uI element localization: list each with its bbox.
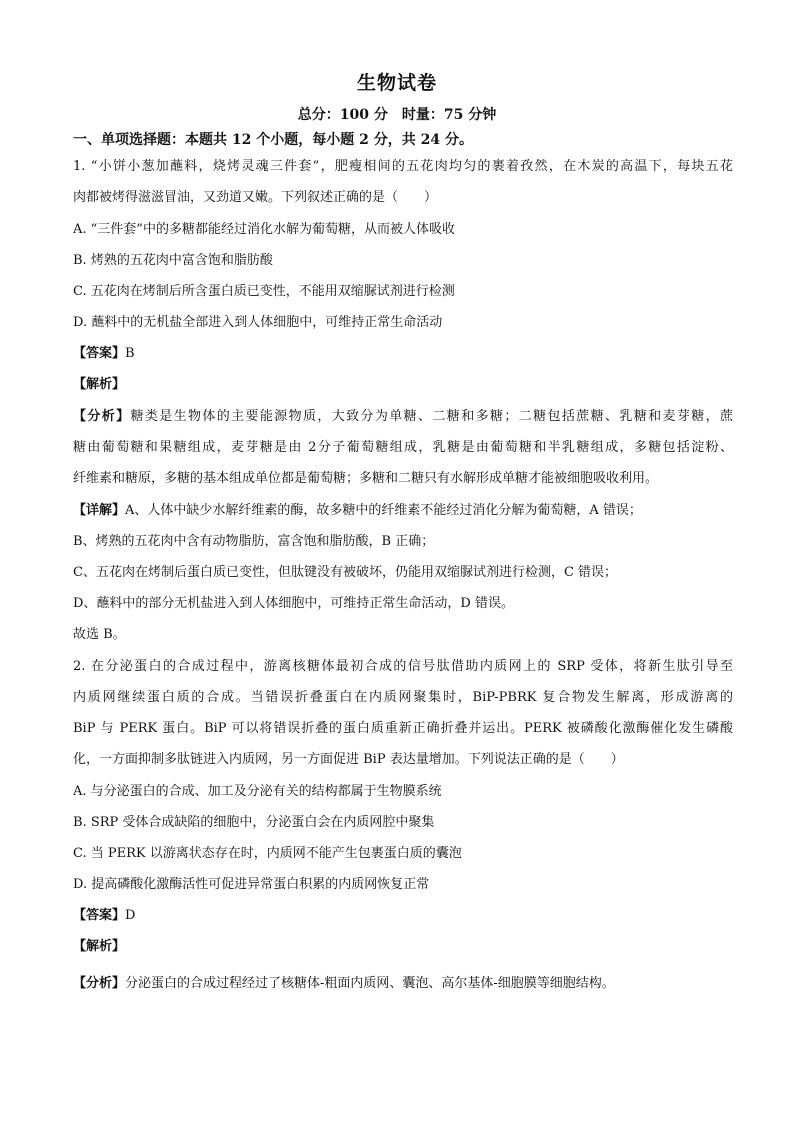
q2-stem-line: BiP 与 PERK 蛋白。BiP 可以将错误折叠的蛋白质重新正确折叠并运出。PERK 被磷酸化激酶催化发生磷酸 [73, 721, 733, 736]
q2-stem-line: 化，一方面抑制多肽链进入内质网，另一方面促进 BiP 表达量增加。下列说法正确的是（ ） [73, 752, 624, 767]
exam-title: 生物试卷 [356, 72, 437, 94]
q2-option-b: B. SRP 受体合成缺陷的细胞中，分泌蛋白会在内质网腔中聚集 [73, 815, 435, 830]
q1-fenxi-line: 糖由葡萄糖和果糖组成，麦芽糖是由 2分子葡萄糖组成，乳糖是由葡萄糖和半乳糖组成，多糖包括淀粉、 [73, 440, 733, 455]
q1-analysis-label: 【解析】 [73, 377, 126, 392]
q1-option-d: D. 蘸料中的无机盐全部进入到人体细胞中，可维持正常生命活动 [73, 315, 443, 330]
q1-answer [73, 345, 733, 363]
fenxi-text: 糖类是生物体的主要能源物质，大致分为单糖、二糖和多糖；二糖包括蔗糖、乳糖和麦芽糖，蔗 [130, 409, 733, 424]
answer-label: 【答案】 [73, 908, 126, 923]
q2-option-d: D. 提高磷酸化激酶活性可促进异常蛋白积累的内质网恢复正常 [73, 877, 430, 892]
section-heading: 一、单项选择题：本题共 12 个小题，每小题 2 分，共 24 分。 [73, 132, 473, 148]
q1-stem-line: 1. “小饼小葱加蘸料，烧烤灵魂三件套”，肥瘦相间的五花肉均匀的裹着孜然，在木炭的高温下，每块五花 [73, 159, 733, 174]
q2-analysis-label: 【解析】 [73, 939, 126, 954]
q2-fenxi-line [73, 975, 733, 993]
detail-label: 【详解】 [73, 503, 126, 518]
q1-option-a: A. “三件套”中的多糖都能经过消化水解为葡萄糖，从而被人体吸收 [73, 222, 455, 237]
q2-option-c: C. 当 PERK 以游离状态存在时，内质网不能产生包裹蛋白质的囊泡 [73, 846, 462, 861]
q1-fenxi-line: 纤维素和糖原，多糖的基本组成单位都是葡萄糖；多糖和二糖只有水解形成单糖才能被细胞吸收利用。 [73, 471, 659, 486]
fenxi-label: 【分析】 [73, 976, 126, 991]
answer-value: D [125, 908, 136, 923]
q1-detail-line: B、烤熟的五花肉中含有动物脂肪，富含饱和脂肪酸，B 正确； [73, 534, 435, 549]
fenxi-label: 【分析】 [73, 409, 131, 424]
q2-option-a: A. 与分泌蛋白的合成、加工及分泌有关的结构都属于生物膜系统 [73, 784, 442, 799]
q2-answer [73, 907, 733, 925]
q1-option-c: C. 五花肉在烤制后所含蛋白质已变性，不能用双缩脲试剂进行检测 [73, 284, 455, 299]
exam-subtitle: 总分：100 分 时量：75 分钟 [297, 107, 497, 123]
answer-label: 【答案】 [73, 346, 126, 361]
fenxi-text: 分泌蛋白的合成过程经过了核糖体-粗面内质网、囊泡、高尔基体-细胞膜等细胞结构。 [125, 976, 615, 991]
q2-stem-line: 2. 在分泌蛋白的合成过程中，游离核糖体最初合成的信号肽借助内质网上的 SRP 受体，将新生肽引导至 [73, 659, 733, 674]
q2-stem-line: 内质网继续蛋白质的合成。当错误折叠蛋白在内质网聚集时，BiP-PBRK 复合物发生解离，形成游离的 [73, 690, 733, 705]
q1-stem-line: 肉都被烤得滋滋冒油，又劲道又嫩。下列叙述正确的是（ ） [73, 190, 438, 205]
q1-fenxi-line [73, 408, 733, 426]
q1-detail-line [73, 502, 733, 520]
q1-option-b: B. 烤熟的五花肉中富含饱和脂肪酸 [73, 253, 273, 268]
q1-detail-line: C、五花肉在烤制后蛋白质已变性，但肽键没有被破坏，仍能用双缩脲试剂进行检测，C 错误； [73, 565, 618, 580]
q1-detail-line: D、蘸料中的部分无机盐进入到人体细胞中，可维持正常生命活动，D 错误。 [73, 596, 514, 611]
q1-conclusion: 故选 B。 [73, 627, 126, 642]
detail-text: A、人体中缺少水解纤维素的酶，故多糖中的纤维素不能经过消化分解为葡萄糖，A 错误； [125, 503, 642, 518]
answer-value: B [125, 346, 135, 361]
